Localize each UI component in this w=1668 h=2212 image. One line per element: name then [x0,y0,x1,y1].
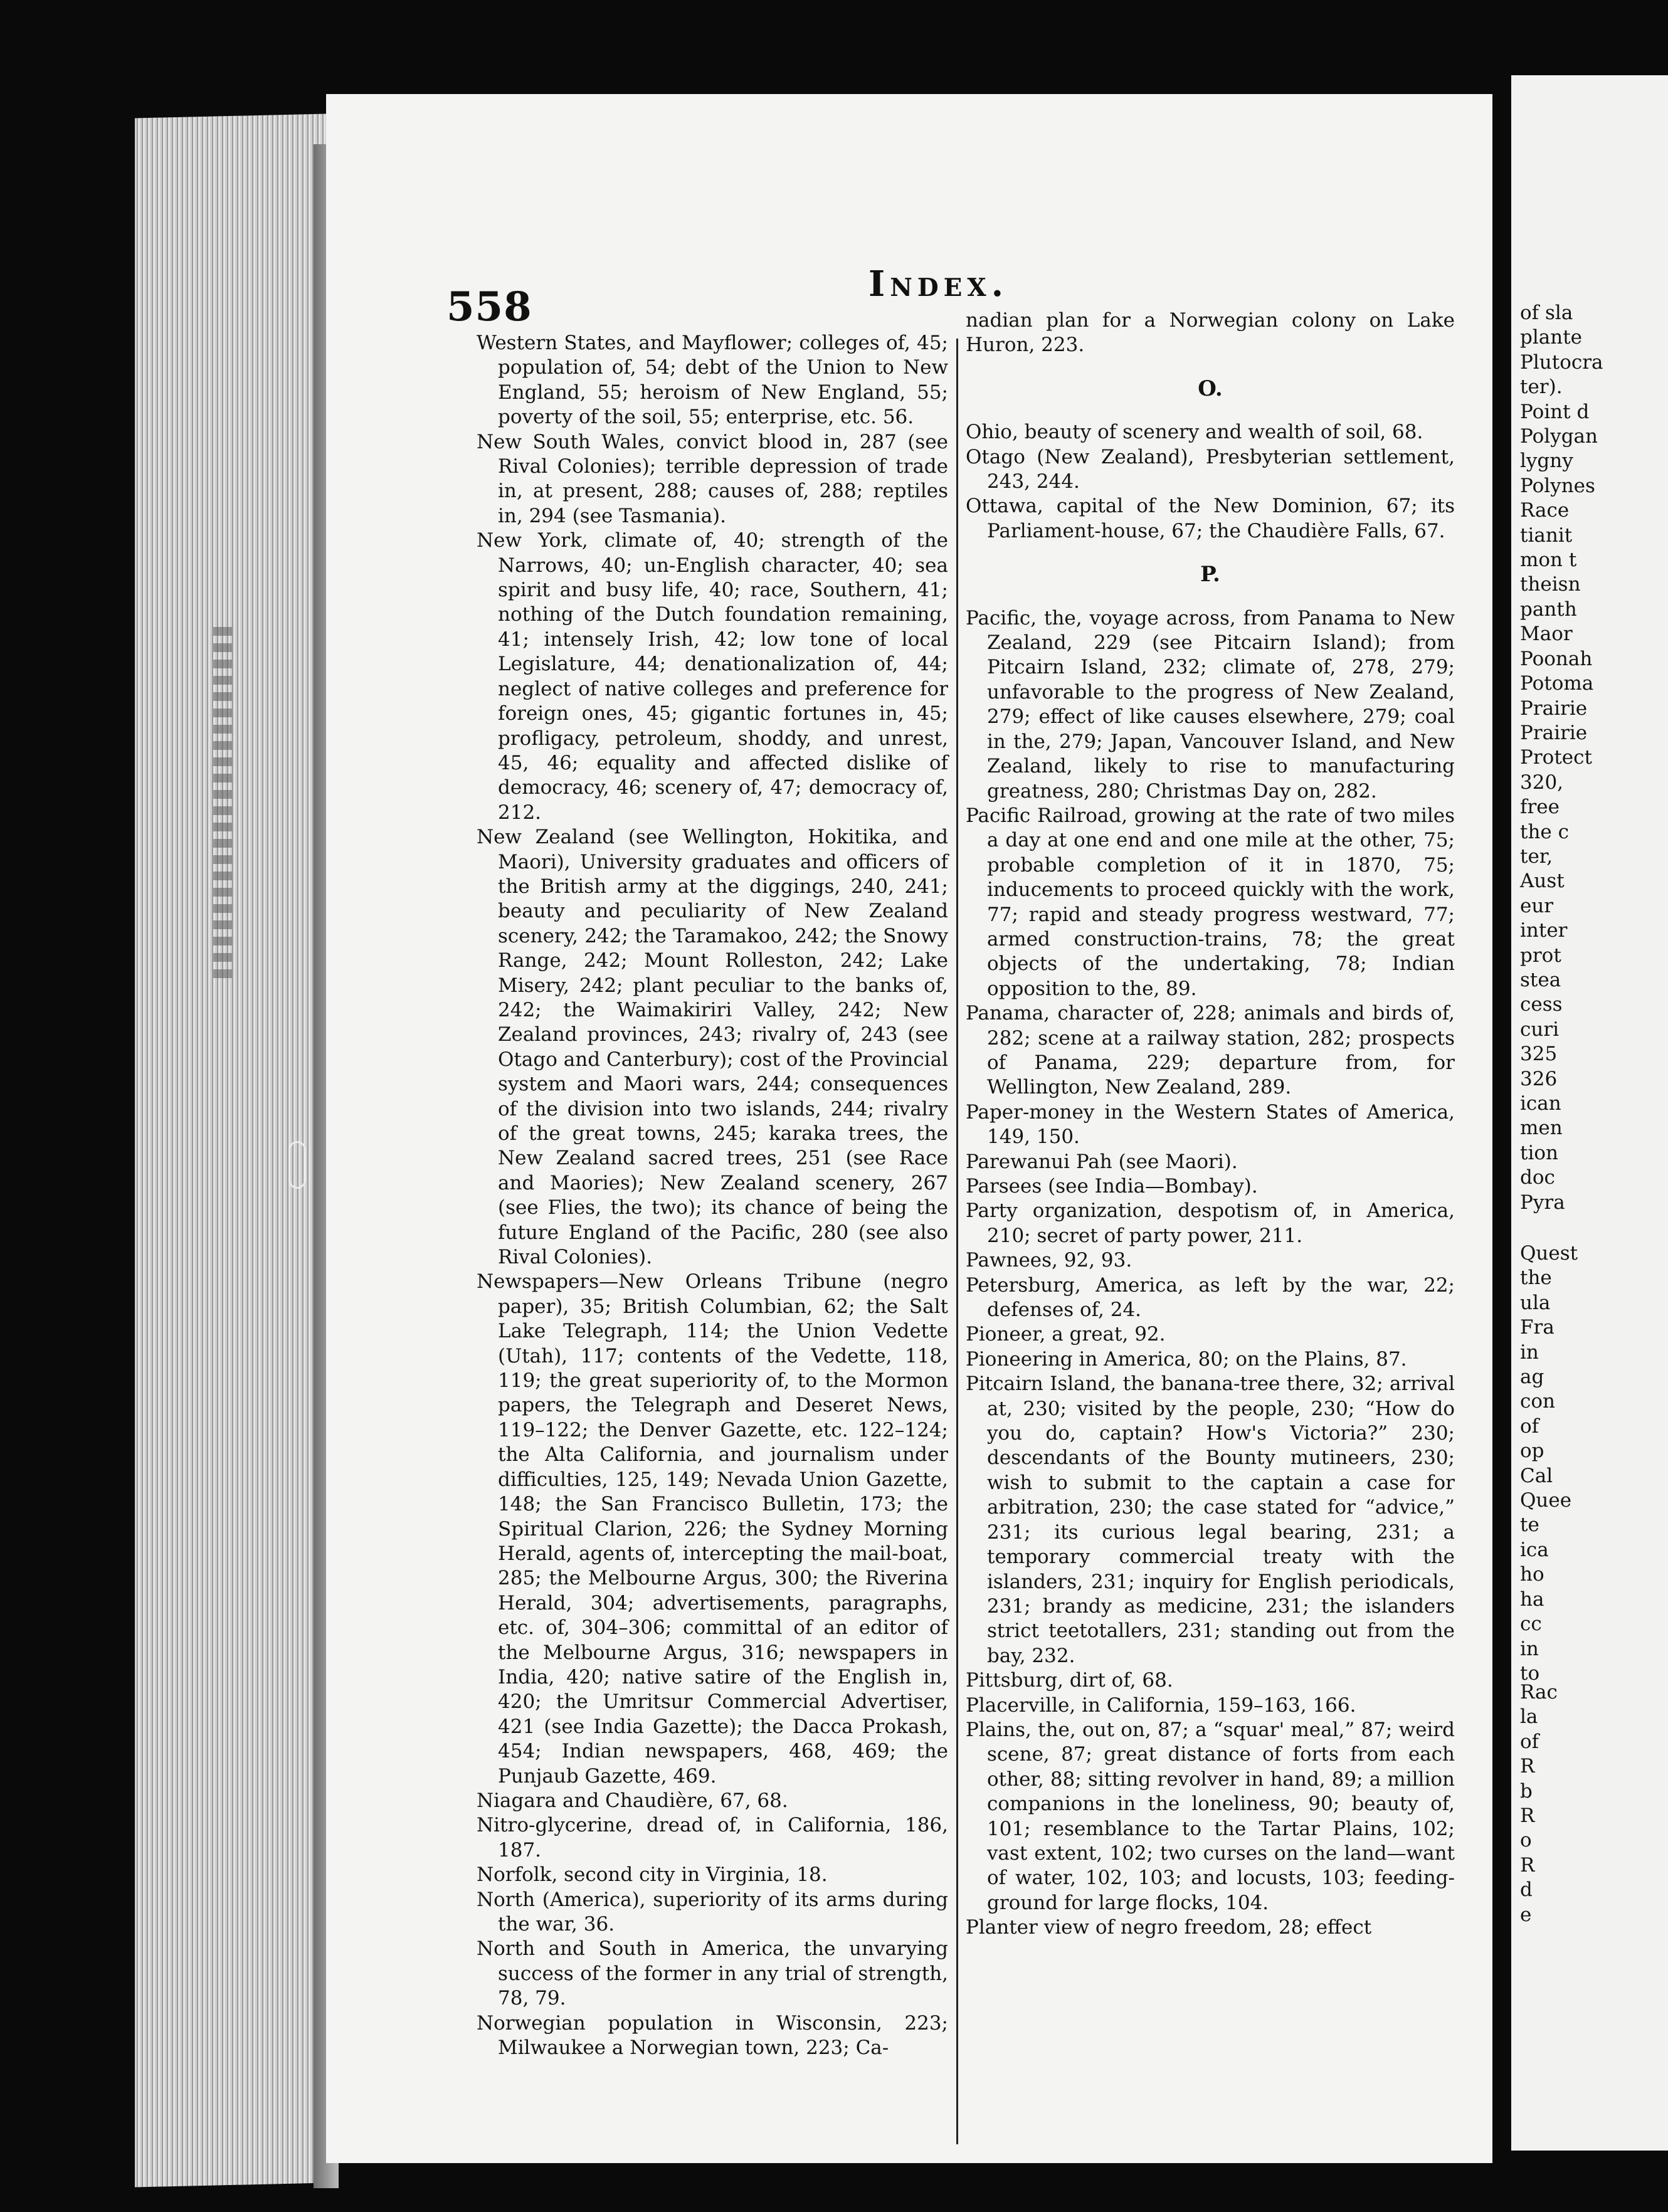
next-page-line: Pyra [1520,1191,1565,1214]
next-page-line: Polynes [1520,474,1595,497]
edge-mark [288,1141,306,1189]
left-column [477,331,948,2060]
next-page-line: Potoma [1520,672,1594,695]
next-page-line: Rac [1520,1681,1558,1704]
next-page-line: R [1520,1804,1535,1828]
next-page-line: ica [1520,1538,1549,1561]
next-page-line: ho [1520,1563,1544,1586]
next-page-line: Quest [1520,1242,1578,1265]
index-entry: Parsees (see India—Bombay). [966,1175,1258,1198]
next-page-line: Plutocra [1520,350,1603,374]
index-entry: Pioneering in America, 80; on the Plains, 87. [966,1347,1407,1371]
column-divider [956,339,958,2144]
next-page-block-3 [1511,1680,1668,1927]
index-entry: Pioneer, a great, 92. [966,1323,1166,1346]
next-page-line: theisn [1520,573,1581,596]
index-entry: Placerville, in California, 159–163, 166. [966,1693,1356,1717]
index-entry: Western States, and Mayflower; colleges of, 45; population of, 54; debt of the Union to New England, 55; heroism of New England, 55; poverty of the soil, 55; enterprise, etc. 56. [477,332,948,429]
next-page-line: Protect [1520,746,1592,769]
next-page-line: Prairie [1520,721,1588,744]
next-page-line: curi [1520,1018,1560,1041]
next-page-line: Quee [1520,1489,1572,1512]
next-page-fragment [1511,75,1668,2151]
index-entry: Newspapers—New Orleans Tribune (negro paper), 35; British Columbian, 62; the Salt Lake Telegraph, 114; the Union Vedette (Utah), 117; contents of the Vedette, 118, 119; the great superiority of, to the Mormon papers, the Telegraph and Deseret News, 119–122; the Denver Gazette, etc. 122–124; the Alta California, and journalism under difficulties, 125, 149; Nevada Union Gazette, 148; the San Francisco Bulletin, 173; the Spiritual Clarion, 226; the Sydney Morning Herald, agents of, intercepting the mail-boat, 285; the Melbourne Argus, 300; the Riverina Herald, 304; advertisements, paragraphs, etc. of, 304–306; committal of an editor of the Melbourne Argus, 316; newspapers in India, 420; native satire of the English in, 420; the Umritsur Commercial Advertiser, 421 (see India Gazette); the Dacca Prokash, 454; Indian newspapers, 468, 469; the Punjaub Gazette, 469. [477,1270,948,1788]
index-entry: Petersburg, America, as left by the war, 22; defenses of, 24. [966,1273,1455,1322]
index-entry: Pawnees, 92, 93. [966,1249,1132,1272]
index-entry: New South Wales, convict blood in, 287 (see Rival Colonies); terrible depression of trade in, at present, 288; causes of, 288; reptiles in, 294 (see Tasmania). [477,430,948,527]
next-page-line: in [1520,1637,1539,1660]
index-entry: Ohio, beauty of scenery and wealth of soil, 68. [966,421,1423,444]
index-entry: North and South in America, the unvarying success of the former in any trial of strength, 78, 79. [477,1937,948,2010]
index-entry: Parewanui Pah (see Maori). [966,1150,1238,1173]
next-page-line: Fra [1520,1316,1555,1339]
right-column [966,308,1455,1941]
section-heading-o: O. [1198,376,1223,401]
next-page-line: tianit [1520,524,1573,547]
next-page-line: con [1520,1390,1555,1413]
next-page-line: the [1520,1267,1552,1290]
next-page-line: ula [1520,1291,1551,1314]
next-page-line: tion [1520,1141,1559,1164]
next-page-line: plante [1520,326,1583,349]
index-entry: Paper-money in the Western States of America, 149, 150. [966,1100,1455,1149]
next-page-line: ag [1520,1366,1544,1389]
next-page-line: R [1520,1755,1535,1778]
next-page-line: Cal [1520,1464,1553,1487]
next-page-line: of [1520,1730,1539,1753]
index-entry: Panama, character of, 228; animals and birds of, 282; scene at a railway station, 282; prospects of Panama, 229; departure from, for Wellington, New Zealand, 289. [966,1002,1455,1099]
next-page-line: the c [1520,820,1569,843]
next-page-line: te [1520,1514,1539,1537]
index-entry: Norwegian population in Wisconsin, 223; Milwaukee a Norwegian town, 223; Ca- [477,2011,948,2060]
next-page-line: Aust [1520,870,1565,893]
index-entry: New York, climate of, 40; strength of the Narrows, 40; un-English character, 40; sea spirit and busy life, 40; race, Southern, 41; nothing of the Dutch foundation remaining, 41; intensely Irish, 42; low tone of local Legislature, 44; denationalization of, 44; neglect of native colleges and preference for foreign ones, 45; gigantic fortunes in, 45; profligacy, petroleum, shoddy, and unrest, 45, 46; equality and affected dislike of democracy, 46; scenery of, 47; democracy of, 212. [477,529,948,824]
next-page-line: Maor [1520,623,1573,646]
next-page-line: R [1520,1853,1535,1877]
next-page-line: panth [1520,598,1577,621]
next-page-line: cc [1520,1613,1542,1636]
book-gutter [1492,75,1511,2163]
index-entry: Otago (New Zealand), Presbyterian settlement, 243, 244. [966,445,1455,493]
next-page-line: d [1520,1878,1533,1902]
next-page-line: o [1520,1829,1532,1852]
next-page-line: lygny [1520,450,1573,473]
next-page-line: inter [1520,919,1568,942]
next-page-line: 326 [1520,1067,1558,1090]
next-page-line: ha [1520,1588,1544,1611]
next-page-line: of sla [1520,302,1573,324]
index-entry: New Zealand (see Wellington, Hokitika, and Maori), University graduates and officers of the British army at the diggings, 240, 241; beauty and peculiarity of New Zealand scenery, 242; the Taramakoo, 242; the Snowy Range, 242; Mount Rolleston, 242; Lake Misery, 242; plant peculiar to the banks of, 242; the Waimakiriri Valley, 242; New Zealand provinces, 243; rivalry of, 243 (see Otago and Canterbury); cost of the Provincial system and Maori wars, 244; consequences of the division into two islands, 244; rivalry of the great towns, 245; karaka trees, the New Zealand sacred trees, 251 (see Race and Maories); New Zealand scenery, 267 (see Flies, the two); its chance of being the future England of the Pacific, 280 (see also Rival Colonies). [477,826,948,1269]
next-page-block-1 [1511,301,1668,1215]
section-heading-p: P. [1200,562,1220,587]
next-page-line: Point d [1520,400,1590,423]
next-page-line: Race [1520,499,1570,522]
next-page-line: mon t [1520,549,1577,572]
index-entry: Planter view of negro freedom, 28; effect [966,1916,1372,1939]
section-p-entries [966,606,1455,1941]
index-entry: Pacific, the, voyage across, from Panama to New Zealand, 229 (see Pitcairn Island); from Pitcairn Island, 232; climate of, 278, 279; unfavorable to the progress of New Zealand, 279; effect of like causes elsewhere, 279; coal in the, 279; Japan, Vancouver Island, and New Zealand, likely to rise to manufacturing greatness, 280; Christmas Day on, 282. [966,606,1455,803]
index-entry: Nitro-glycerine, dread of, in California, 186, 187. [477,1814,948,1862]
index-entry: Plains, the, out on, 87; a “squar' meal,” 87; weird scene, 87; great distance of forts from each other, 88; sitting revolver in hand, 89; a million companions in the loneliness, 90; beauty of, 101; resemblance to the Tartar Plains, 102; vast extent, 102; two curses on the land—want of water, 102, 103; and locusts, 103; feeding-ground for large flocks, 104. [966,1718,1455,1914]
next-page-line: men [1520,1117,1563,1140]
next-page-line: Poonah [1520,647,1593,670]
next-page-line: cess [1520,993,1563,1016]
next-page-line: prot [1520,944,1561,967]
index-entry: Pacific Railroad, growing at the rate of two miles a day at one end and one mile at the other, 75; probable completion of it in 1870, 75; inducements to proceed quickly with the work, 77; rapid and steady progress westward, 77; armed construction-trains, 78; the great objects of the undertaking, 78; Indian opposition to the, 89. [966,804,1455,1000]
continuation-entry: nadian plan for a Norwegian colony on Lake Huron, 223. [966,309,1455,357]
index-entry: Niagara and Chaudière, 67, 68. [477,1789,788,1812]
page-number: 558 [446,283,532,330]
next-page-line: of [1520,1414,1539,1438]
next-page-line: free [1520,796,1560,819]
index-entry: North (America), superiority of its arms during the war, 36. [477,1888,948,1936]
next-page-line: op [1520,1440,1544,1463]
index-entry: Pitcairn Island, the banana-tree there, 32; arrival at, 230; visited by the people, 230; “How do you do, captain? How's Victoria?” 230; descendants of the Bounty mutineers, 230; wish to submit to the captain a case for arbitration, 230; the case stated for “advice,” 231; its curious legal bearing, 231; a temporary commercial treaty with the islanders, 231; inquiry for English periodicals, 231; brandy as medicine, 231; the islanders strict teetotallers, 231; standing out from the bay, 232. [966,1372,1455,1667]
next-page-line: in [1520,1340,1539,1364]
next-page-line: ter, [1520,845,1553,868]
next-page-block-2 [1511,1241,1668,1686]
index-entry: Norfolk, second city in Virginia, 18. [477,1863,828,1887]
next-page-line: 320, [1520,771,1564,794]
next-page-line: la [1520,1705,1538,1729]
next-page-line: e [1520,1903,1532,1926]
next-page-line: 325 [1520,1043,1558,1066]
next-page-line: Prairie [1520,697,1588,720]
index-entry: Pittsburg, dirt of, 68. [966,1669,1173,1692]
index-entry: Ottawa, capital of the New Dominion, 67; its Parliament-house, 67; the Chaudière Falls, 67. [966,495,1455,542]
next-page-line: doc [1520,1166,1555,1189]
section-o-entries [966,420,1455,544]
next-page-line: stea [1520,968,1561,991]
next-page-line: to [1520,1662,1540,1685]
next-page-line: ican [1520,1092,1561,1115]
next-page-line: ter). [1520,376,1563,399]
next-page-line: Polygan [1520,425,1598,448]
page-title: Index. [868,263,1009,305]
next-page-line: eur [1520,894,1554,917]
library-stamp-mark [213,627,232,978]
next-page-line: b [1520,1779,1533,1803]
index-entry: Party organization, despotism of, in America, 210; secret of party power, 211. [966,1199,1455,1247]
